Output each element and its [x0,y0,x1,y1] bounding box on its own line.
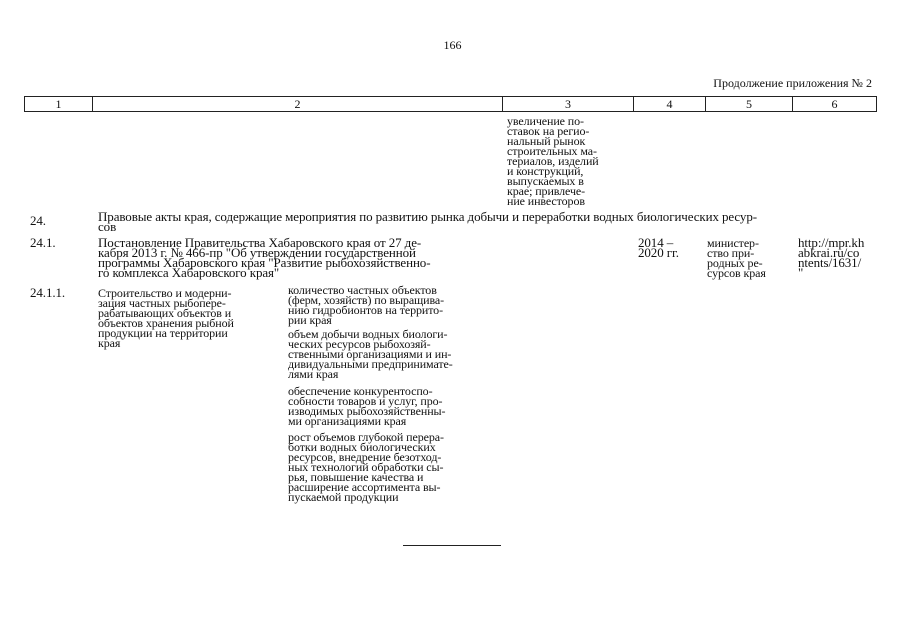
closing-rule-divider [403,545,501,546]
indicator-item: обеспечение конкурентоспо- собности товаров и услуг, про- изводимых рыбохозяйственны- ми организациями края [288,384,446,428]
page-number: 166 [443,38,462,52]
row-24-1-1-text: Строительство и модерни- зация частных рыбопере- рабатывающих объектов и объектов хранения рыбной продукции на территории края [98,286,234,350]
continuation-note: Продолжение приложения № 2 [713,76,872,90]
indicator-item: рост объемов глубокой перера- ботки водных биологических ресурсов, внедрение безотход- ных технологий обработки сы- рья, повышение качества и расширение ассортимента вы- пускаемой продукции [288,430,444,504]
row-24-1-period: 2014 – 2020 гг. [638,235,679,260]
section-24-number: 24. [30,213,46,228]
row-24-1-responsible: министер- ство при- родных ре- сурсов края [707,236,766,280]
column-number-1: 1 [25,97,93,112]
row-24-1-text: Постановление Правительства Хабаровского края от 27 де- кабря 2013 г. № 466-пр "Об утверждении государственной программы Хабаровского края "Развитие рыбохозяйственно- го комплекса Хабаровского края" [98,235,431,280]
column-number-5: 5 [706,97,793,112]
row-24-1-1-number: 24.1.1. [30,285,66,300]
row-24-1-link: http://mpr.kh abkrai.ru/co ntents/1631/ " [798,235,865,280]
carryover-effect-text: увеличение по- ставок на регио- нальный рынок строительных ма- териалов, изделий и конструкций, выпускаемых в крае; привлече- ние инвесторов [507,114,599,208]
column-number-4: 4 [634,97,706,112]
indicator-item: количество частных объектов (ферм, хозяйств) по выращива- нию гидробионтов на террито- рии края [288,283,445,327]
row-24-1-number: 24.1. [30,235,56,250]
column-number-2: 2 [93,97,503,112]
indicator-item: объем добычи водных биологи- ческих ресурсов рыбохозяй- ственными организациями и ин- дивидуальными предпринимате- лями края [288,327,453,381]
column-number-6: 6 [793,97,877,112]
section-24-title: Правовые акты края, содержащие мероприятия по развитию рынка добычи и переработки водных биологических ресур- сов [98,209,757,234]
column-number-3: 3 [503,97,634,112]
column-header-row [24,96,877,112]
